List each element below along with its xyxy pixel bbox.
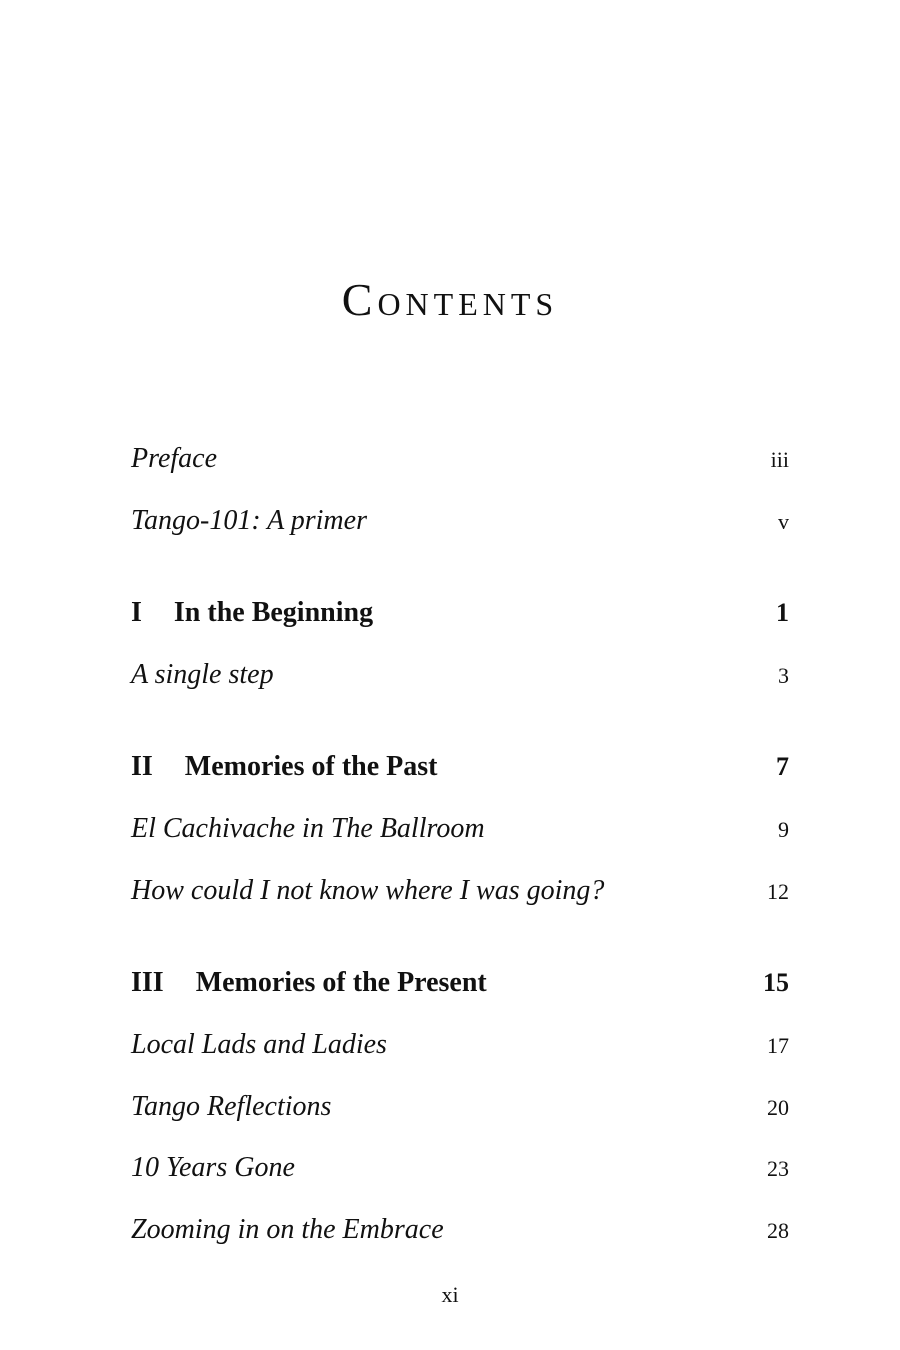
toc-entry-label: Preface: [131, 443, 218, 474]
toc-entry-page: 12: [767, 879, 789, 904]
toc-entry-page: 1: [776, 598, 789, 627]
toc-entry-page: 7: [776, 752, 789, 781]
toc-part-2[interactable]: [131, 751, 789, 791]
toc-part-label: [131, 967, 487, 999]
toc-part-label: [131, 751, 437, 783]
page-number: xi: [441, 1282, 459, 1307]
toc-entry-page: 20: [767, 1095, 789, 1120]
toc-part-3[interactable]: [131, 967, 789, 1007]
toc-part-number: III: [131, 967, 164, 998]
toc-part-title: Memories of the Present: [195, 967, 487, 998]
toc-entry-page: 9: [778, 817, 789, 842]
toc-entry-label: Local Lads and Ladies: [131, 1029, 387, 1060]
toc-entry-tango-101[interactable]: [131, 505, 789, 545]
toc-part-number: II: [131, 751, 153, 782]
toc-entry-page: iii: [770, 447, 789, 472]
toc-entry-page: 28: [767, 1218, 789, 1243]
toc-entry-10-years-gone[interactable]: [131, 1152, 789, 1192]
toc-entry-a-single-step[interactable]: [131, 659, 789, 699]
toc-entry-page: 3: [778, 663, 789, 688]
toc-entry-zooming-in[interactable]: [131, 1214, 789, 1254]
toc-part-label: [131, 597, 373, 629]
toc-entry-page: 17: [767, 1033, 789, 1058]
toc-entry-page: v: [778, 509, 789, 534]
toc-part-title: In the Beginning: [173, 597, 374, 628]
toc-entry-label: Zooming in on the Embrace: [131, 1214, 444, 1245]
page-title: Contents: [341, 274, 559, 325]
toc-part-number: I: [131, 597, 142, 628]
toc-entry-tango-reflections[interactable]: [131, 1091, 789, 1131]
toc-entry-preface[interactable]: [131, 443, 789, 483]
toc-entry-page: 15: [763, 968, 789, 997]
toc-entry-label: 10 Years Gone: [131, 1152, 295, 1183]
toc-entry-label: Tango-101: A primer: [131, 505, 367, 536]
toc-entry-label: Tango Reflections: [131, 1091, 332, 1122]
toc-entry-label: A single step: [131, 659, 274, 690]
toc-entry-label: El Cachivache in The Ballroom: [131, 813, 485, 844]
toc-entry-how-could-i[interactable]: [131, 875, 789, 915]
toc-entry-local-lads[interactable]: [131, 1029, 789, 1069]
toc-entry-page: 23: [767, 1156, 789, 1181]
toc-entry-el-cachivache[interactable]: [131, 813, 789, 853]
toc-entry-label: How could I not know where I was going?: [131, 875, 605, 906]
toc-part-1[interactable]: [131, 597, 789, 637]
toc-part-title: Memories of the Past: [184, 751, 438, 782]
